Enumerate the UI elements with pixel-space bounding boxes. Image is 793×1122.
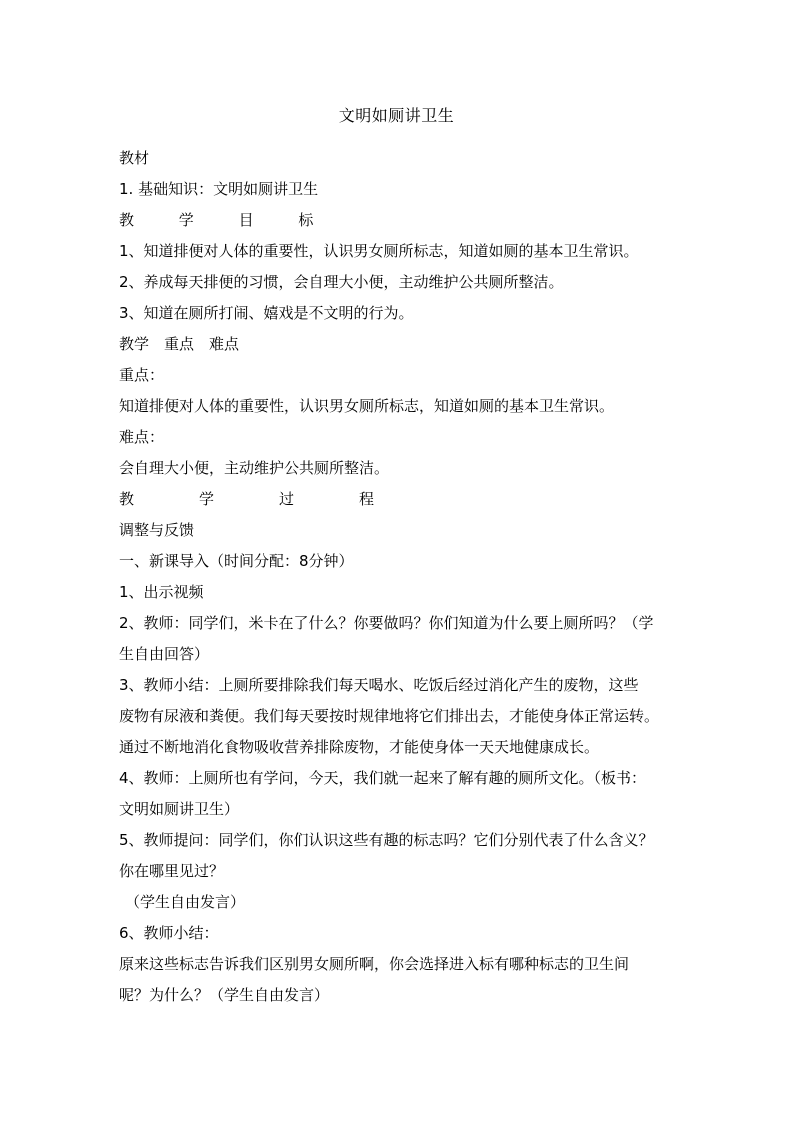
step-3-line-2: 废物有尿液和粪便。我们每天要按时规律地将它们排出去，才能使身体正常运转。 (119, 707, 660, 725)
adjust-feedback: 调整与反馈 (119, 521, 195, 539)
heading-char: 程 (359, 490, 375, 508)
step-5-line-2: 你在哪里见过？ (119, 862, 225, 880)
heading-char: 过 (279, 490, 295, 508)
textbook-label: 教材 (119, 149, 150, 167)
step-4-line-2: 文明如厕讲卫生） (119, 800, 240, 818)
difficult-point-label: 难点： (119, 428, 165, 446)
step-3-line-3: 通过不断地消化食物吸收营养排除废物，才能使身体一天天地健康成长。 (119, 738, 600, 756)
difficult-point-text: 会自理大小便，主动维护公共厕所整洁。 (119, 459, 390, 477)
basic-knowledge: 1. 基础知识：文明如厕讲卫生 (119, 180, 319, 198)
step-2-line-1: 2、教师：同学们，米卡在了什么？你要做吗？你们知道为什么要上厕所吗？（学 (119, 614, 654, 632)
heading-char: 标 (298, 211, 328, 229)
objectives-heading (119, 205, 679, 236)
objective-2: 2、养成每天排便的习惯，会自理大小便，主动维护公共厕所整洁。 (119, 273, 564, 291)
heading-char: 学 (199, 490, 215, 508)
step-2-line-2: 生自由回答） (119, 645, 210, 663)
process-heading (119, 484, 679, 515)
document-title: 文明如厕讲卫生 (338, 106, 455, 125)
step-1: 1、出示视频 (119, 583, 204, 601)
step-6-line-1: 原来这些标志告诉我们区别男女厕所啊，你会选择进入标有哪种标志的卫生间 (119, 955, 630, 973)
step-6: 6、教师小结： (119, 924, 219, 942)
step-4-line-1: 4、教师：上厕所也有学问，今天，我们就一起来了解有趣的厕所文化。（板书： (119, 769, 647, 787)
section-intro: 一、新课导入（时间分配：8分钟） (119, 552, 354, 570)
key-point-label: 重点： (119, 366, 165, 384)
key-point-text: 知道排便对人体的重要性，认识男女厕所标志，知道如厕的基本卫生常识。 (119, 397, 615, 415)
heading-char: 学 (178, 211, 208, 229)
objective-3: 3、知道在厕所打闹、嬉戏是不文明的行为。 (119, 304, 414, 322)
heading-char: 教 (119, 211, 149, 229)
step-3-line-1: 3、教师小结：上厕所要排除我们每天喝水、吃饭后经过消化产生的废物，这些 (119, 676, 639, 694)
heading-char: 教 (119, 490, 135, 508)
objective-1: 1、知道排便对人体的重要性，认识男女厕所标志，知道如厕的基本卫生常识。 (119, 242, 639, 260)
step-5-line-3: （学生自由发言） (125, 893, 246, 911)
step-6-line-2: 呢？为什么？（学生自由发言） (119, 986, 330, 1004)
document-body (119, 143, 679, 1011)
key-difficult-heading: 教学 重点 难点 (119, 335, 240, 353)
step-5-line-1: 5、教师提问：同学们，你们认识这些有趣的标志吗？它们分别代表了什么含义？ (119, 831, 654, 849)
heading-char: 目 (238, 211, 268, 229)
